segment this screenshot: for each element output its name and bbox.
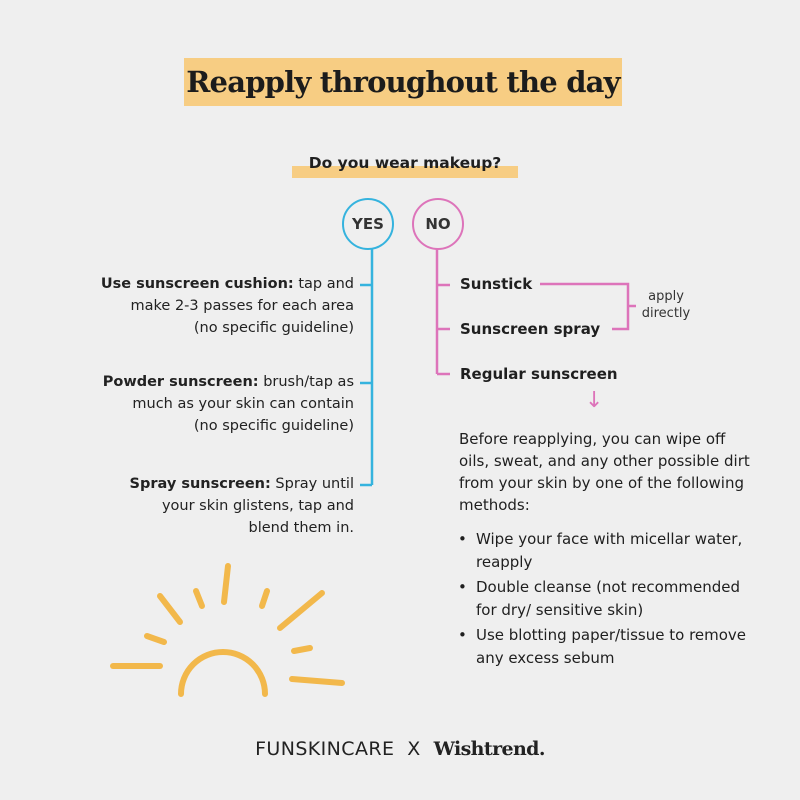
- yes-option-spray: [130, 473, 354, 539]
- sun-illustration: [113, 566, 342, 694]
- method-text: Use blotting paper/tissue to remove any excess sebum: [476, 626, 747, 667]
- option-desc-line: your skin glistens, tap and: [161, 498, 354, 514]
- yes-circle: YES: [342, 198, 394, 250]
- option-desc: Spray until: [275, 476, 354, 492]
- option-desc-line: make 2-3 passes for each area: [130, 298, 354, 314]
- list-item: [456, 576, 756, 622]
- option-desc: brush/tap as: [263, 374, 354, 390]
- footer-brands: [0, 734, 800, 764]
- option-desc: tap and: [298, 276, 354, 292]
- apply-note-line: directly: [641, 306, 691, 321]
- no-option-sunstick: Sunstick: [460, 275, 533, 293]
- option-desc-line: blend them in.: [248, 520, 354, 536]
- yes-option-cushion: [101, 273, 354, 339]
- option-name: Powder sunscreen:: [102, 374, 259, 390]
- methods-list: [456, 528, 756, 672]
- brand-wishtrend-logo: Wishtrend.: [433, 738, 545, 760]
- brand-funskincare: FUNSKINCARE: [255, 738, 395, 760]
- option-desc-line: (no specific guideline): [193, 320, 354, 336]
- option-name: Spray sunscreen:: [129, 476, 271, 492]
- brand-separator: X: [407, 738, 421, 760]
- apply-directly-note: [636, 288, 696, 322]
- bullet-icon: •: [458, 578, 467, 596]
- page-title: Reapply throughout the day: [186, 65, 620, 99]
- before-reapplying-text: Before reapplying, you can wipe off oils, sweat, and any other possible dirt from your skin by one of the following methods:: [459, 430, 750, 514]
- bullet-icon: •: [458, 530, 467, 548]
- option-desc-line: much as your skin can contain: [132, 396, 354, 412]
- option-desc-line: (no specific guideline): [193, 418, 354, 434]
- no-option-spray: Sunscreen spray: [460, 320, 601, 338]
- apply-note-line: apply: [648, 289, 684, 304]
- yes-option-powder: [103, 371, 354, 437]
- method-text: Double cleanse (not recommended for dry/ sensitive skin): [476, 578, 740, 619]
- list-item: [456, 528, 756, 574]
- list-item: [456, 624, 756, 670]
- down-arrow-icon: ↓: [585, 388, 604, 413]
- option-name: Use sunscreen cushion:: [100, 276, 294, 292]
- no-option-regular: Regular sunscreen: [460, 365, 618, 383]
- no-circle: NO: [412, 198, 464, 250]
- method-text: Wipe your face with micellar water, reapply: [476, 530, 743, 571]
- question-heading: Do you wear makeup?: [308, 154, 502, 172]
- bullet-icon: •: [458, 626, 467, 644]
